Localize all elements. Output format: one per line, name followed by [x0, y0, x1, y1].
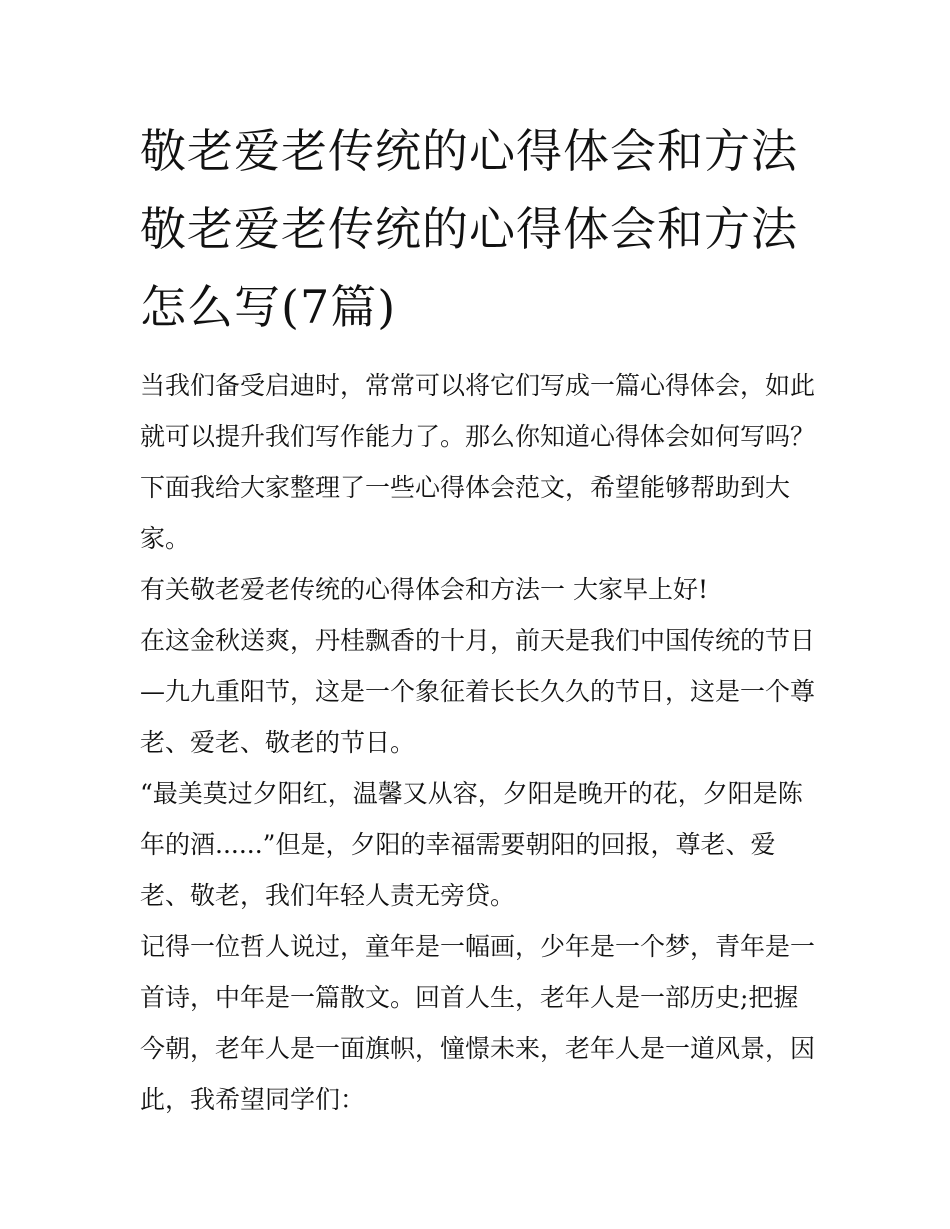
paragraph-sunset-quote: “最美莫过夕阳红，温馨又从容，夕阳是晚开的花，夕阳是陈年的酒......”但是，夕阳的幸福需要朝阳的回报，尊老、爱老、敬老，我们年轻人责无旁贷。 [140, 779, 803, 910]
paragraph-section-heading: 有关敬老爱老传统的心得体会和方法一 大家早上好! [140, 575, 708, 604]
paragraph-philosopher: 记得一位哲人说过，童年是一幅画，少年是一个梦，青年是一首诗，中年是一篇散文。回首人生，老年人是一部历史;把握今朝，老年人是一面旗帜，憧憬未来，老年人是一道风景，因此，我希望同学们： [140, 932, 816, 1114]
paragraph-chongyang: 在这金秋送爽，丹桂飘香的十月，前天是我们中国传统的节日—九九重阳节，这是一个象征着长长久久的节日，这是一个尊老、爱老、敬老的节日。 [140, 626, 816, 757]
paragraph-intro: 当我们备受启迪时，常常可以将它们写成一篇心得体会，如此就可以提升我们写作能力了。那么你知道心得体会如何写吗？下面我给大家整理了一些心得体会范文，希望能够帮助到大家。 [140, 371, 816, 553]
document-title: 敬老爱老传统的心得体会和方法 敬老爱老传统的心得体会和方法怎么写(7篇) [140, 124, 798, 334]
document-page [140, 112, 820, 1125]
document-body [140, 360, 820, 1125]
